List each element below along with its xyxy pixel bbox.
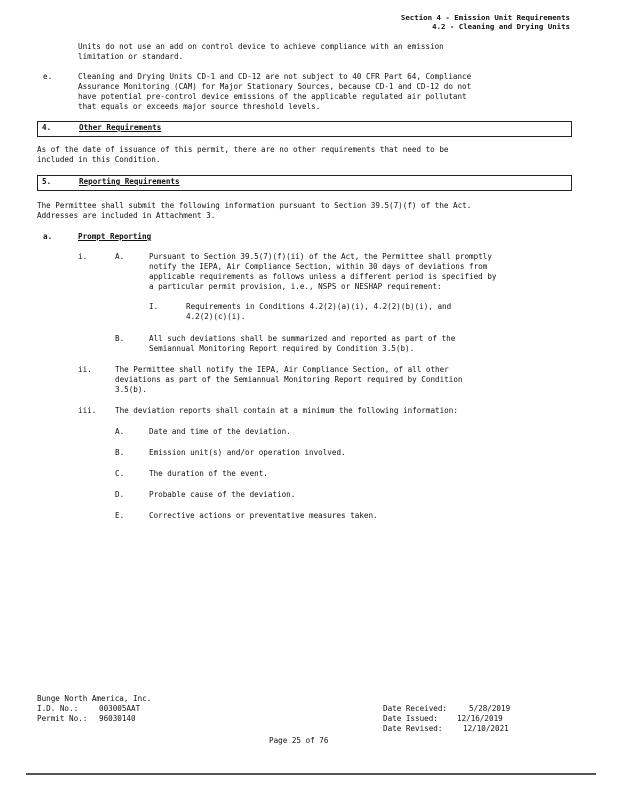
item-ii-line-1: The Permittee shall notify the IEPA, Air Compliance Section, of all other <box>115 365 449 374</box>
item-i-a-roman-1-label: I. <box>149 302 159 311</box>
item-i-a-line-3: applicable requirements as follows unless a different period is specified by <box>149 272 497 281</box>
list-item-text: Emission unit(s) and/or operation involved. <box>149 448 346 457</box>
item-i-b-label: B. <box>115 334 125 343</box>
section-4-line-1: As of the date of issuance of this permit, there are no other requirements that need to be <box>37 145 449 154</box>
footer-id-value: 003005AAT <box>99 704 141 713</box>
list-item-text: Date and time of the deviation. <box>149 427 291 436</box>
para-e-label: e. <box>43 72 53 81</box>
footer-permit-value: 96030140 <box>99 714 136 723</box>
footer-permit-label: Permit No.: <box>37 714 88 723</box>
section-4-line-2: included in this Condition. <box>37 155 161 164</box>
bottom-edge-rule <box>26 773 596 775</box>
para-d-line-1: Units do not use an add on control device to achieve compliance with an emission <box>78 42 444 51</box>
footer-revised-label: Date Revised: <box>383 724 443 733</box>
para-e-line-4: that equals or exceeds major source threshold levels. <box>78 102 321 111</box>
footer-issued-label: Date Issued: <box>383 714 438 723</box>
para-e-line-1: Cleaning and Drying Units CD-1 and CD-12 are not subject to 40 CFR Part 64, Compliance <box>78 72 472 81</box>
list-item-text: Corrective actions or preventative measures taken. <box>149 511 378 520</box>
header-subsection-title: 4.2 - Cleaning and Drying Units <box>432 22 570 31</box>
item-a-title: Prompt Reporting <box>78 232 152 241</box>
item-i-a-line-2: notify the IEPA, Air Compliance Section, within 30 days of deviations from <box>149 262 488 271</box>
list-item-label: D. <box>115 490 125 499</box>
item-i-a-roman-1-line-2: 4.2(2)(c)(i). <box>186 312 246 321</box>
list-item-label: E. <box>115 511 125 520</box>
list-item-label: A. <box>115 427 125 436</box>
item-i-b-line-2: Semiannual Monitoring Report required by Condition 3.5(b). <box>149 344 415 353</box>
item-iii-label: iii. <box>78 406 97 415</box>
list-item-label: B. <box>115 448 125 457</box>
list-item-label: C. <box>115 469 125 478</box>
list-item-text: Probable cause of the deviation. <box>149 490 296 499</box>
section-5-intro-line-2: Addresses are included in Attachment 3. <box>37 211 216 220</box>
section-5-intro-line-1: The Permittee shall submit the following information pursuant to Section 39.5(7)(f) of the Act. <box>37 201 472 210</box>
section-5-header <box>37 175 572 191</box>
item-iii-text: The deviation reports shall contain at a minimum the following information: <box>115 406 458 415</box>
footer-received-label: Date Received: <box>383 704 448 713</box>
section-4-number: 4. <box>42 123 52 132</box>
section-4-header <box>37 121 572 137</box>
footer-issued-value: 12/16/2019 <box>457 714 503 723</box>
item-i-a-line-1: Pursuant to Section 39.5(7)(f)(ii) of the Act, the Permittee shall promptly <box>149 252 492 261</box>
footer-company: Bunge North America, Inc. <box>37 694 152 703</box>
footer-revised-value: 12/10/2021 <box>463 724 509 733</box>
item-ii-line-2: deviations as part of the Semiannual Monitoring Report required by Condition <box>115 375 463 384</box>
item-a-label: a. <box>43 232 53 241</box>
page-number: Page 25 of 76 <box>269 736 329 745</box>
item-i-a-line-4: a particular permit provision, i.e., NSPS or NESHAP requirement: <box>149 282 442 291</box>
item-ii-line-3: 3.5(b). <box>115 385 148 394</box>
list-item-text: The duration of the event. <box>149 469 268 478</box>
footer-id-label: I.D. No.: <box>37 704 79 713</box>
section-4-title: Other Requirements <box>79 123 162 132</box>
item-i-label: i. <box>78 252 88 261</box>
header-section-title: Section 4 - Emission Unit Requirements <box>400 13 570 22</box>
item-i-b-line-1: All such deviations shall be summarized and reported as part of the <box>149 334 456 343</box>
footer-received-value: 5/28/2019 <box>469 704 511 713</box>
section-5-title: Reporting Requirements <box>79 177 180 186</box>
item-ii-label: ii. <box>78 365 92 374</box>
section-5-number: 5. <box>42 177 52 186</box>
para-e-line-3: have potential pre-control device emissions of the applicable regulated air pollutant <box>78 92 467 101</box>
para-d-line-2: limitation or standard. <box>78 52 184 61</box>
item-i-a-roman-1-line-1: Requirements in Conditions 4.2(2)(a)(i), 4.2(2)(b)(i), and <box>186 302 452 311</box>
item-i-a-label: A. <box>115 252 125 261</box>
para-e-line-2: Assurance Monitoring (CAM) for Major Stationary Sources, because CD-1 and CD-12 do not <box>78 82 472 91</box>
